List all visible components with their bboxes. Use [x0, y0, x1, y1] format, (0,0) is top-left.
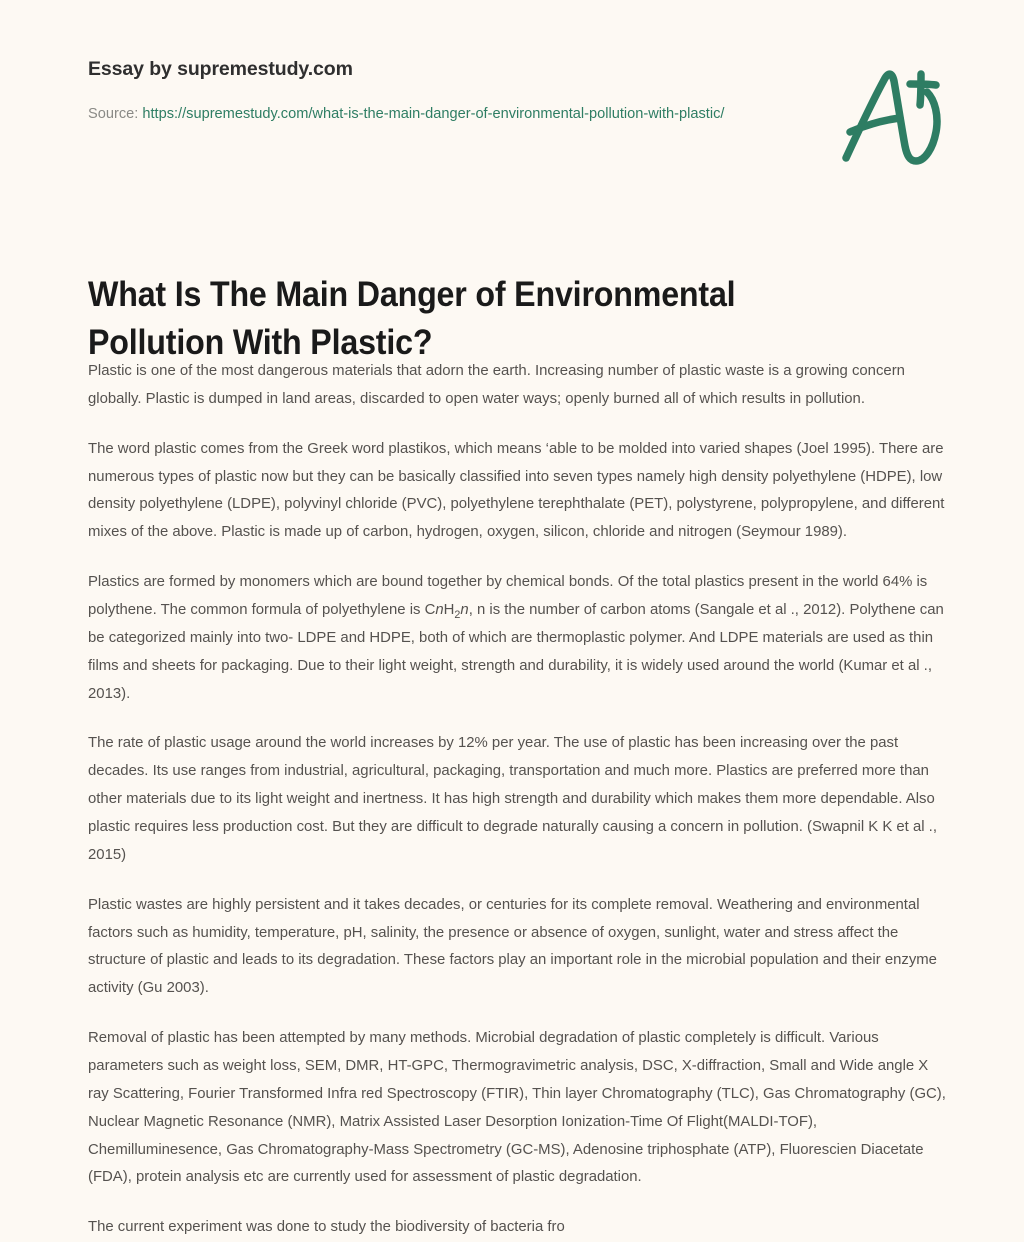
formula-subscript-two: 2 — [454, 608, 461, 621]
document-header — [88, 58, 788, 127]
source-line — [88, 103, 788, 127]
essay-byline: Essay by supremestudy.com — [88, 58, 353, 80]
paragraph-2: The word plastic comes from the Greek word plastikos, which means ‘able to be molded into varied shapes (Joel 1995). There are numerous types of plastic now but they can be basically classified into seven types namely high density polyethylene (HDPE), low density polyethylene (LDPE), polyvinyl chloride (PVC), polyethylene terephthalate (PET), polystyrene, polypropylene, and different mixes of the above. Plastic is made up of carbon, hydrogen, oxygen, silicon, chloride and nitrogen (Seymour 1989). — [88, 440, 945, 541]
a-plus-logo-icon — [832, 62, 952, 172]
paragraph-1: Plastic is one of the most dangerous materials that adorn the earth. Increasing number of plastic waste is a growing concern globally. Plastic is dumped in land areas, discarded to open water ways; openly burned all of which results in pollution. — [88, 363, 905, 407]
article-body — [88, 358, 946, 1242]
source-url-link[interactable]: https://supremestudy.com/what-is-the-main-danger-of-environmental-pollution-with-plastic/ — [142, 106, 725, 123]
article-title: What Is The Main Danger of Environmental Pollution With Plastic? — [88, 275, 736, 363]
polymer-text-after: , n is the number of carbon atoms (Sangale et al ., 2012). Polythene can be categorized mainly into two- LDPE and HDPE, both of which are thermoplastic polymer. And LDPE materials are used as thin films and sheets for packaging. Due to their light weight, strength and durability, it is widely used around the world (Kumar et al ., 2013). — [88, 602, 944, 702]
polymer-text-before: Plastics are formed by monomers which are bound together by chemical bonds. Of the total plastics present in the world 64% is polythene. The common formula of polyethylene is C — [88, 574, 928, 619]
formula-n-first: n — [435, 602, 444, 619]
paragraph-7-truncated: The current experiment was done to study the biodiversity of bacteria fro — [88, 1219, 565, 1236]
formula-n-second: n — [460, 602, 469, 619]
paragraph-4: The rate of plastic usage around the world increases by 12% per year. The use of plastic has been increasing over the past decades. Its use ranges from industrial, agricultural, packaging, transportation and much more. Plastics are preferred more than other materials due to its light weight and inertness. It has high strength and durability which makes them more dependable. Also plastic requires less production cost. But they are difficult to degrade naturally causing a concern in pollution. (Swapnil K K et al ., 2015) — [88, 735, 937, 863]
source-label: Source: — [88, 106, 139, 123]
paragraph-5: Plastic wastes are highly persistent and it takes decades, or centuries for its complete removal. Weathering and environmental factors such as humidity, temperature, pH, salinity, the presence or absence of oxygen, sunlight, water and stress affect the structure of plastic and leads to its degradation. These factors play an important role in the microbial population and their enzyme activity (Gu 2003). — [88, 896, 937, 997]
paragraph-3-polymer — [88, 569, 946, 708]
formula-h: H — [443, 602, 455, 619]
paragraph-6: Removal of plastic has been attempted by many methods. Microbial degradation of plastic completely is difficult. Various parameters such as weight loss, SEM, DMR, HT-GPC, Thermogravimetric analysis, DSC, X-diffraction, Small and Wide angle X ray Scattering, Fourier Transformed Infra red Spectroscopy (FTIR), Thin layer Chromatography (TLC), Gas Chromatography (GC), Nuclear Magnetic Resonance (NMR), Matrix Assisted Laser Desorption Ionization-Time Of Flight(MALDI-TOF), Chemilluminesence, Gas Chromatography-Mass Spectrometry (GC-MS), Adenosine triphosphate (ATP), Fluorescien Diacetate (FDA), protein analysis etc are currently used for assessment of plastic degradation. — [88, 1030, 946, 1186]
